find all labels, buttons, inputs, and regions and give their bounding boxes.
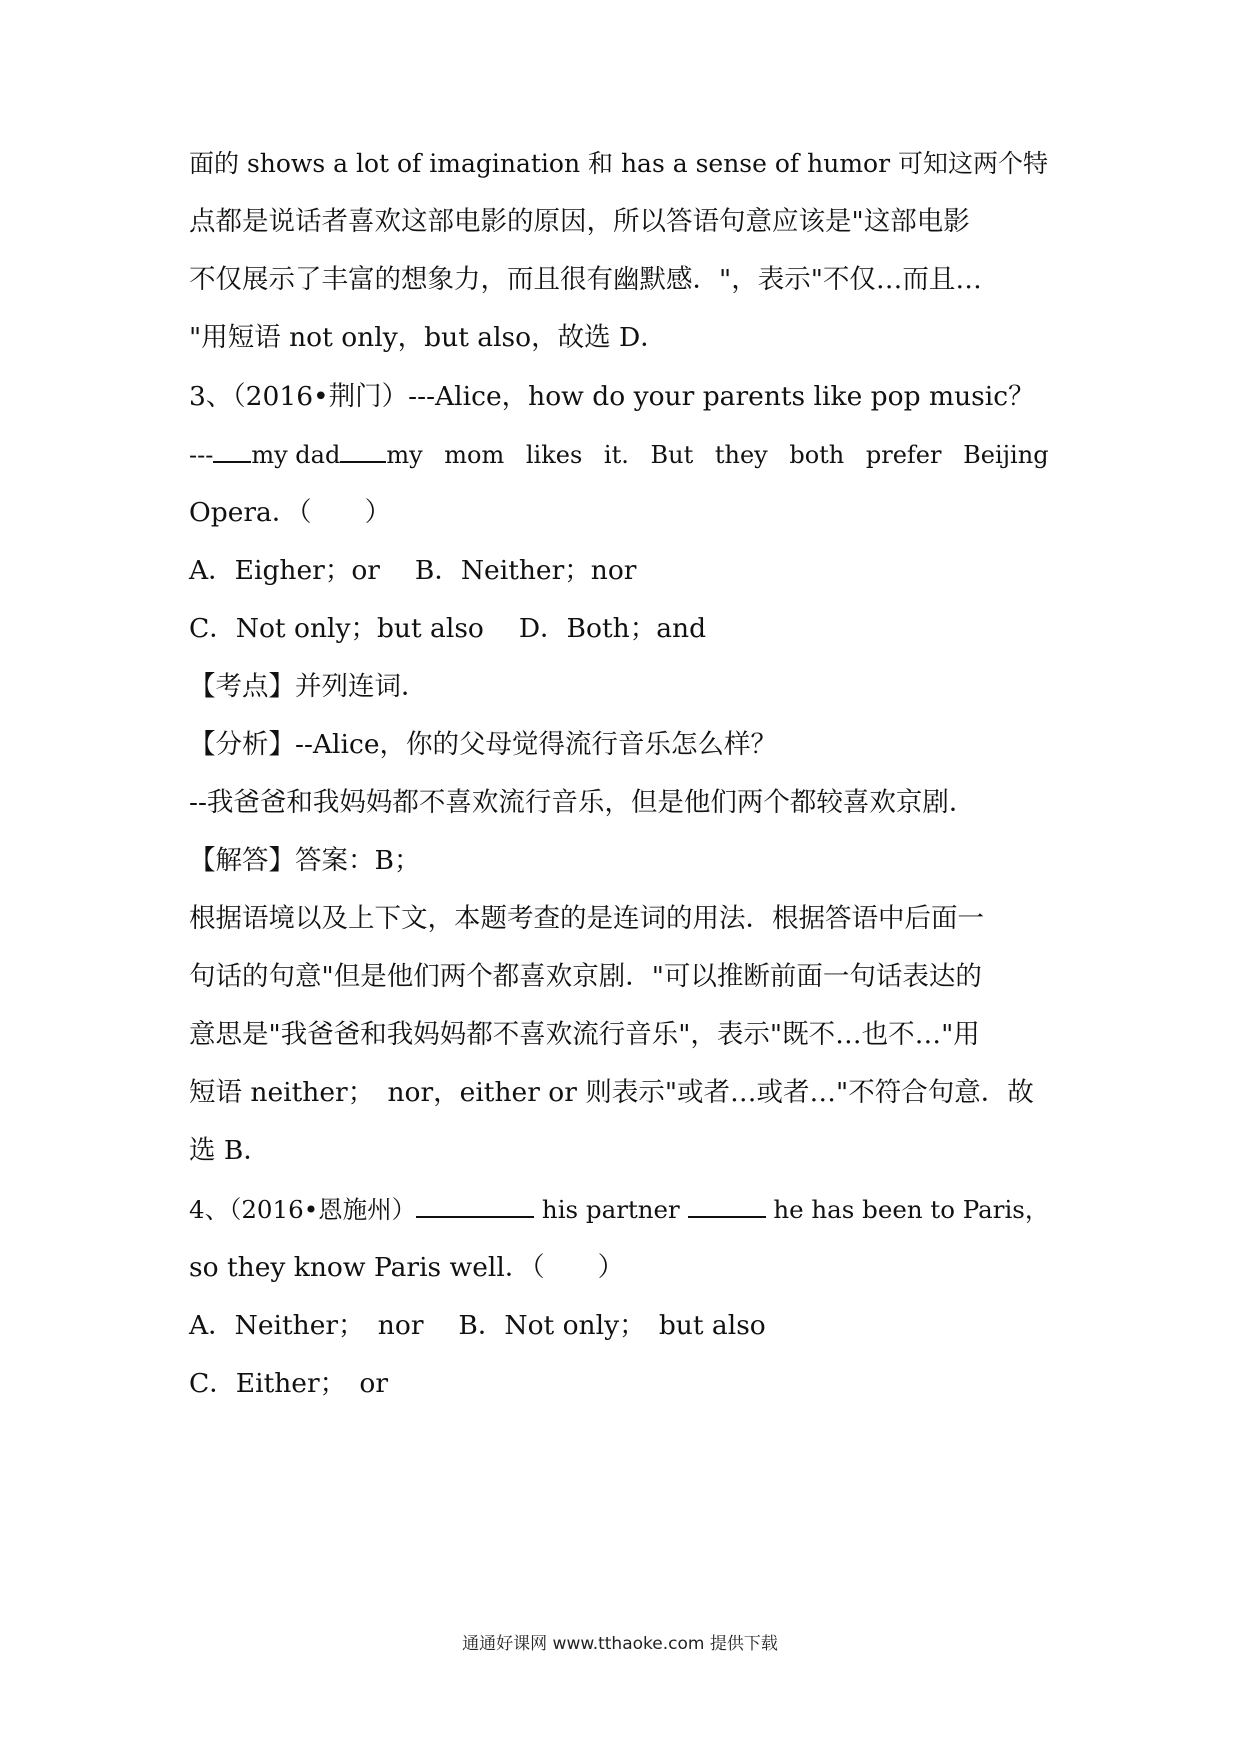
question-3-text: my dad	[251, 441, 341, 469]
fenxi-line: --我爸爸和我妈妈都不喜欢流行音乐，但是他们两个都较喜欢京剧．	[189, 787, 976, 818]
text-line: 面的 shows a lot of imagination 和 has a sense of humor 可知这两个特	[189, 149, 1048, 178]
question-4-option-c: C．Either； or	[189, 1368, 389, 1399]
question-3-sentence	[189, 435, 1059, 475]
explanation-line: 短语 neither； nor，either or 则表示"或者…或者…"不符合句意．故	[189, 1077, 1034, 1108]
question-4-sentence-end: so they know Paris well．（ ）	[189, 1252, 625, 1283]
text-line: 点都是说话者喜欢这部电影的原因，所以答语句意应该是"这部电影	[189, 206, 970, 237]
explanation-line: 根据语境以及上下文，本题考查的是连词的用法．根据答语中后面一	[189, 903, 984, 934]
text-line: 不仅展示了丰富的想象力，而且很有幽默感．"，表示"不仅…而且…	[189, 264, 982, 295]
question-3-text: my mom likes it. But they both prefer Beijing	[386, 441, 1049, 469]
question-4-options-ab: A．Neither； nor B．Not only； but also	[189, 1310, 766, 1341]
jieda-heading: 【解答】答案：B；	[189, 845, 421, 876]
kaodian-heading: 【考点】并列连词．	[189, 671, 428, 702]
question-4-text: he has been to Paris，	[765, 1195, 1050, 1224]
fenxi-line: 【分析】--Alice，你的父母觉得流行音乐怎么样？	[189, 729, 778, 760]
question-4-stem	[189, 1190, 1059, 1230]
explanation-line: 句话的句意"但是他们两个都喜欢京剧．"可以推断前面一句话表达的	[189, 961, 982, 992]
question-3-dashes: ---	[189, 441, 214, 469]
answer-blank	[416, 1190, 534, 1218]
question-3-sentence-end: Opera．（ ）	[189, 497, 392, 528]
question-3-stem: 3、（2016•荆门）---Alice，how do your parents like pop music？	[189, 381, 1035, 412]
question-4-number: 4、（2016•恩施州）	[189, 1195, 417, 1224]
text-line: "用短语 not only，but also，故选 D．	[189, 322, 667, 353]
answer-blank	[340, 435, 386, 463]
explanation-line: 意思是"我爸爸和我妈妈都不喜欢流行音乐"，表示"既不…也不…"用	[189, 1019, 980, 1050]
explanation-line: 选 B．	[189, 1135, 270, 1166]
answer-blank	[213, 435, 251, 463]
question-4-text: his partner	[534, 1195, 688, 1224]
question-3-options-cd: C．Not only；but also D．Both；and	[189, 613, 707, 644]
page-footer: 通通好课网 www.tthaoke.com 提供下载	[462, 1634, 778, 1654]
answer-blank	[688, 1190, 766, 1218]
question-3-options-ab: A．Eigher；or B．Neither；nor	[189, 555, 637, 586]
